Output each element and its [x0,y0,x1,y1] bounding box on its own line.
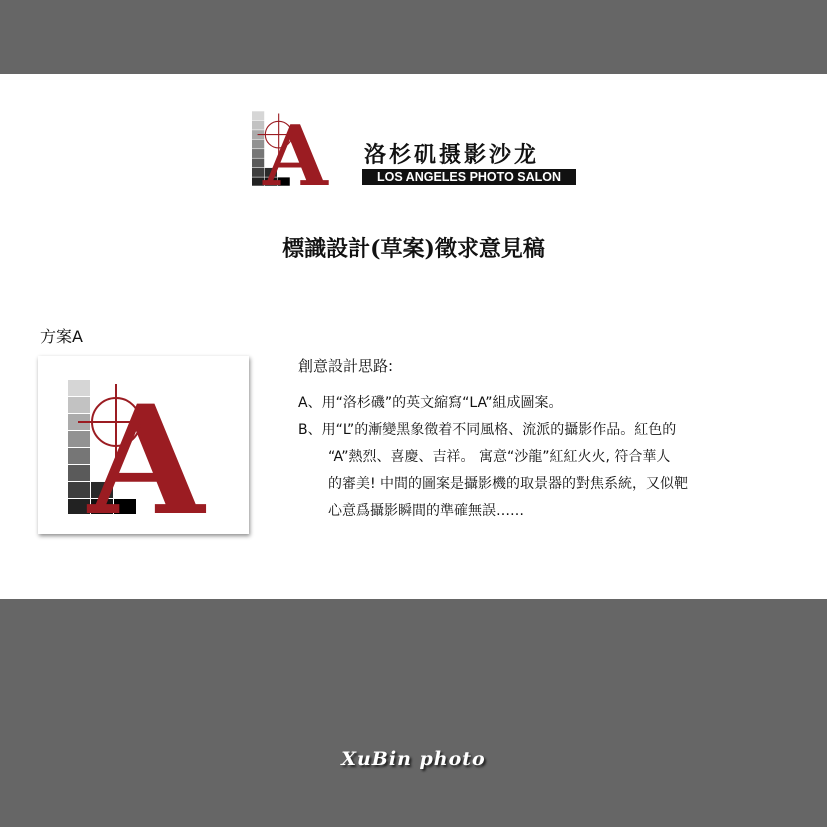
description-line: 心意爲攝影瞬間的準確無誤…… [328,503,524,519]
scheme-label: 方案A [40,327,83,346]
description-line: “A”熱烈、喜慶、吉祥。 寓意“沙龍”紅紅火火, 符合華人 [328,449,671,465]
brand-name-cn: 洛杉矶摄影沙龙 [364,142,540,168]
description-line: 的審美! 中間的圖案是攝影機的取景器的對焦系統，又似靶 [328,476,689,492]
brand-name-en: LOS ANGELES PHOTO SALON [362,169,576,185]
logo-preview-card [38,356,249,534]
design-description [298,355,798,525]
top-band [0,0,827,74]
description-line: B、用“L”的漸變黑象徵着不同風格、流派的攝影作品。紅色的 [298,422,677,438]
photographer-watermark: XuBin photo [341,748,486,770]
bottom-band [0,599,827,827]
description-heading: 創意設計思路: [298,357,394,375]
mark-letter-a: A [88,380,205,514]
mark-letter-a: A [263,111,328,186]
la-logo-mark [252,111,342,186]
description-line: A、用“洛杉磯”的英文縮寫“LA”組成圖案。 [298,395,563,411]
la-logo-large [68,380,230,514]
page-title: 標識設計(草案)徵求意見稿 [282,236,545,262]
